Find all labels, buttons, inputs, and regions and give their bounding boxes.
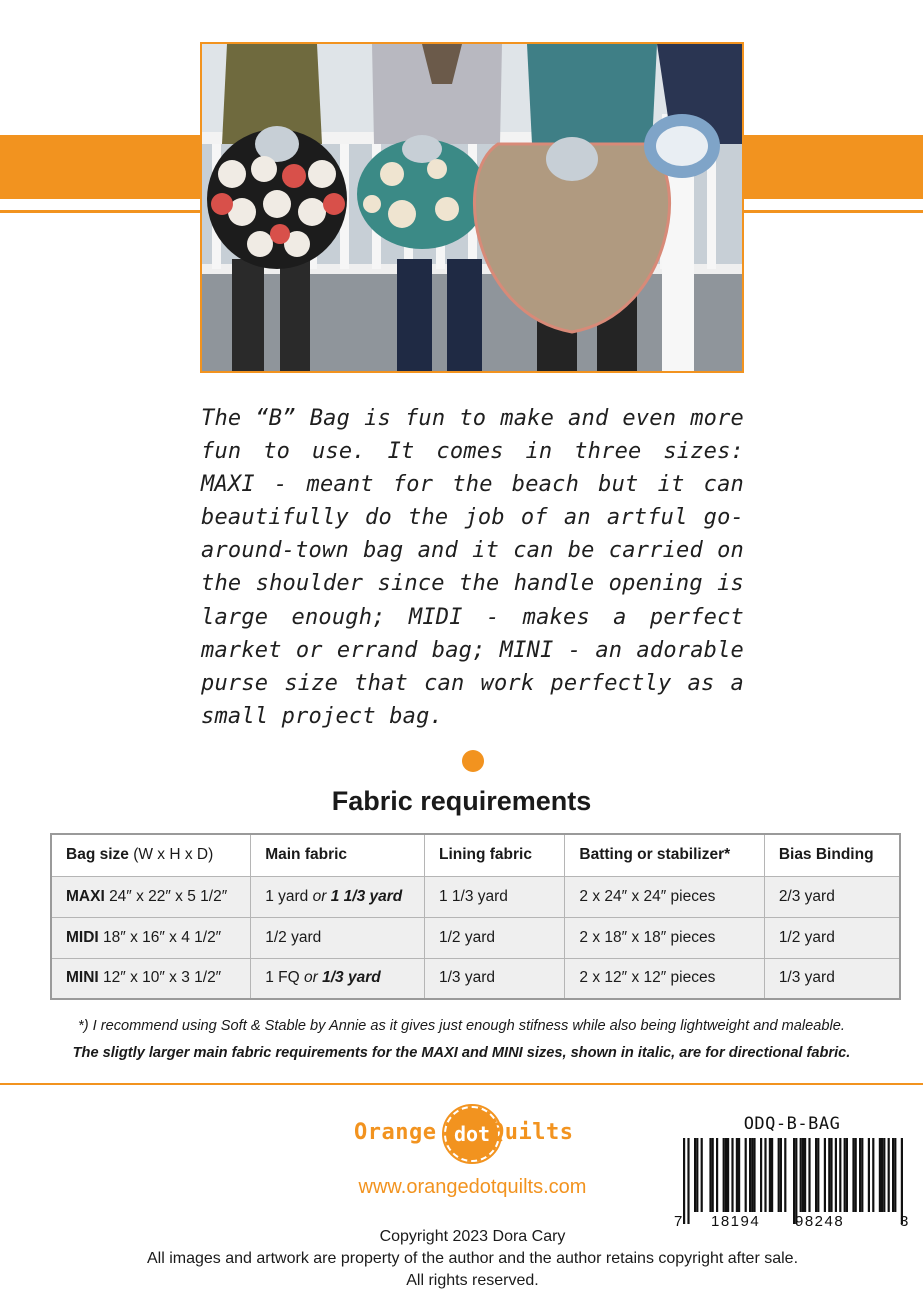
copyright-reserved-line: All rights reserved. [406,1272,539,1289]
barcode-bar [872,1138,874,1212]
cell-size: MIDI 18″ x 16″ x 4 1/2″ [51,917,251,958]
cell-lining: 1/3 yard [424,958,564,999]
cell-bias: 1/2 yard [764,917,900,958]
table-row [51,917,900,958]
barcode [674,1114,910,1236]
fabric-requirements-table [50,833,901,1000]
barcode-bar [844,1138,846,1212]
logo-word-quilts: Quilts [491,1120,574,1145]
barcode-bar [716,1138,718,1212]
barcode-bar [701,1138,703,1212]
cell-lining: 1/2 yard [424,917,564,958]
barcode-bar [771,1138,773,1212]
copyright-rights-line: All images and artwork are property of the author and the author retains copyright after sale. [146,1250,799,1267]
barcode-bar [802,1138,804,1212]
barcode-bar [879,1138,881,1212]
cell-batting: 2 x 24″ x 24″ pieces [565,876,764,917]
barcode-bar [901,1138,903,1224]
barcode-digits-left: 18194 [711,1213,761,1230]
barcode-bar [769,1138,771,1212]
barcode-bar [835,1138,837,1212]
header-batting: Batting or stabilizer* [565,834,764,876]
barcode-bar [738,1138,740,1212]
cell-batting: 2 x 18″ x 18″ pieces [565,917,764,958]
barcode-bar [855,1138,857,1212]
bag-description: The “B” Bag is fun to make and even more fun to use. It comes in three sizes: MAXI - meant for the beach but it can beautifully do the job of an artful go-around-town bag and it can be carried on the shoulder since the handle opening is large enough; MIDI - makes a perfect market or errand bag; MINI - an adorable purse size that can work perfectly as a small project bag. [201,406,744,729]
barcode-bar [687,1138,689,1224]
product-code: ODQ-B-BAG [743,1114,841,1134]
cell-main: 1 FQ or 1/3 yard [251,958,425,999]
barcode-bar [753,1138,755,1212]
barcode-bar [808,1138,810,1212]
barcode-bar [815,1138,817,1212]
cell-bias: 1/3 yard [764,958,900,999]
barcode-bar [892,1138,894,1212]
barcode-bar [778,1138,780,1212]
barcode-bar [784,1138,786,1212]
barcode-bar [883,1138,885,1212]
directional-fabric-note: The sligtly larger main fabric requirements for the MAXI and MINI sizes, shown in italic, are for directional fabric. [72,1045,851,1061]
barcode-bar [723,1138,725,1212]
table-header-row [51,834,900,876]
barcode-bar [745,1138,747,1212]
cell-size: MINI 12″ x 10″ x 3 1/2″ [51,958,251,999]
barcode-bar [760,1138,762,1212]
barcode-bar [817,1138,819,1212]
barcode-bar [852,1138,854,1212]
barcode-bar [736,1138,738,1212]
header-lining-fabric: Lining fabric [424,834,564,876]
cell-bias: 2/3 yard [764,876,900,917]
cell-lining: 1 1/3 yard [424,876,564,917]
orange-dot-quilts-logo [352,1106,592,1162]
table-row [51,876,900,917]
footer-separator [0,1083,923,1085]
barcode-bar [793,1138,795,1224]
cell-main: 1 yard or 1 1/3 yard [251,876,425,917]
cell-batting: 2 x 12″ x 12″ pieces [565,958,764,999]
barcode-bar [839,1138,841,1212]
barcode-bar [795,1138,797,1224]
barcode-bar [830,1138,832,1212]
barcode-bar [694,1138,696,1212]
batting-footnote: *) I recommend using Soft & Stable by Annie as it gives just enough stifness while also being lightweight and maleable. [78,1018,845,1034]
copyright-line: Copyright 2023 Dora Cary [379,1228,566,1245]
header-main-fabric: Main fabric [251,834,425,876]
orange-dot-divider [462,750,484,772]
barcode-bar [749,1138,751,1212]
barcode-bar [800,1138,802,1212]
barcode-digit-first: 7 [674,1213,683,1230]
cell-main: 1/2 yard [251,917,425,958]
barcode-bar [894,1138,896,1212]
barcode-bar [712,1138,714,1212]
barcode-bar [861,1138,863,1212]
barcode-bar [725,1138,727,1212]
fabric-requirements-title: Fabric requirements [331,786,592,816]
barcode-bar [881,1138,883,1212]
header-bag-size: Bag size (W x H x D) [51,834,251,876]
barcode-bar [824,1138,826,1212]
barcode-bar [868,1138,870,1212]
barcode-bar [804,1138,806,1212]
table-row [51,958,900,999]
cell-size: MAXI 24″ x 22″ x 5 1/2″ [51,876,251,917]
header-bias-binding: Bias Binding [764,834,900,876]
barcode-bar [859,1138,861,1212]
website-link[interactable]: www.orangedotquilts.com [358,1176,587,1198]
barcode-bar [751,1138,753,1212]
barcode-bar [828,1138,830,1212]
barcode-bar [696,1138,698,1212]
barcode-bar [764,1138,766,1212]
barcode-bar [780,1138,782,1212]
barcode-bar [683,1138,685,1224]
barcode-bar [727,1138,729,1212]
barcode-bar [709,1138,711,1212]
logo-word-dot: dot [453,1122,491,1146]
barcode-digits-right: 98248 [795,1213,845,1230]
barcode-bar [731,1138,733,1212]
barcode-bar [888,1138,890,1212]
logo-word-orange: Orange [354,1120,437,1145]
barcode-bar [846,1138,848,1212]
bags-photo [200,42,744,373]
barcode-digit-last: 3 [900,1213,909,1230]
